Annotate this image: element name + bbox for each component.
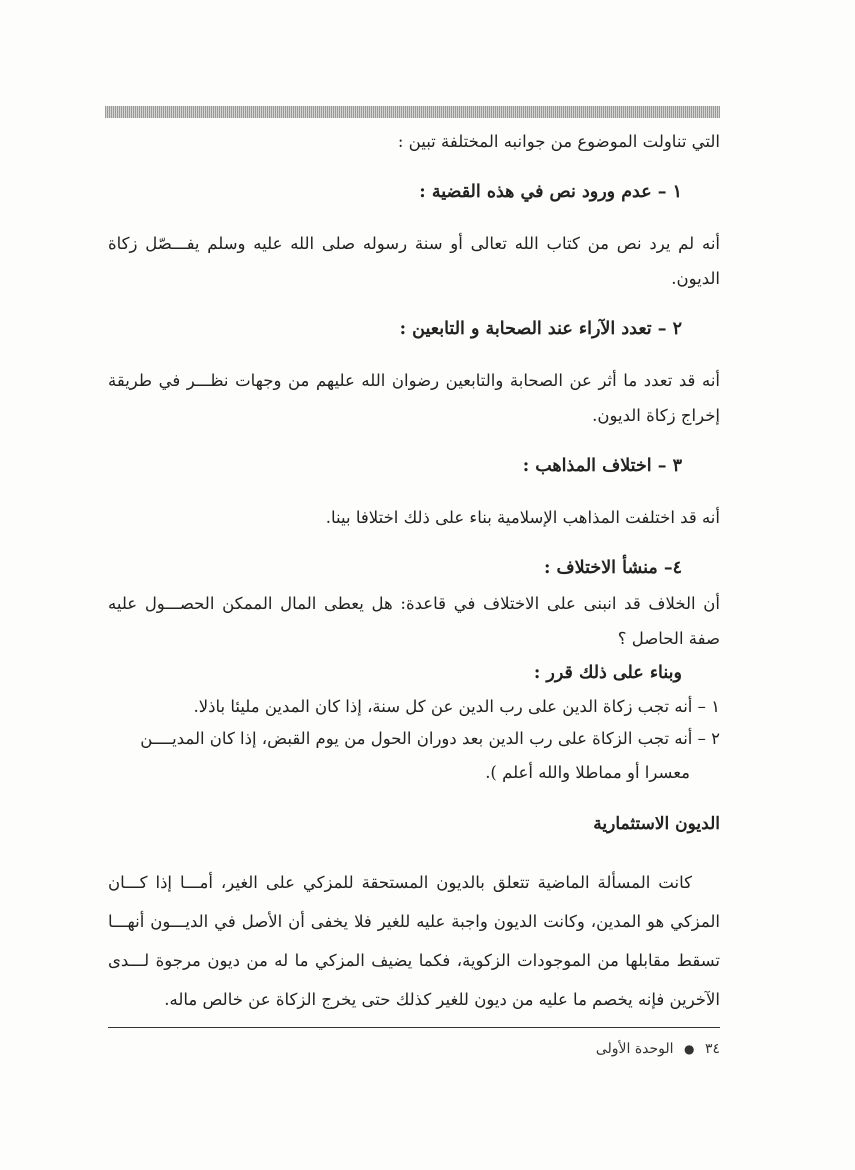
unit-label: الوحدة الأولى [595, 1041, 674, 1057]
ruling-continuation: معسرا أو مماطلا والله أعلم ). [485, 763, 690, 782]
point-heading: ٢ – تعدد الآراء عند الصحابة و التابعين : [399, 319, 682, 339]
point-text: أنه قد تعدد ما أثر عن الصحابة والتابعين رضوان الله عليهم من وجهات نظـــر في طريقة إخراج زكاة الديون. [108, 371, 720, 425]
page-footer [596, 1041, 720, 1057]
point-heading: ١ – عدم ورود نص في هذه القضية : [419, 182, 682, 202]
page-number: ٣٤ [704, 1041, 720, 1057]
section-paragraph: كانت المسألة الماضية تتعلق بالديون المستحقة للمزكي على الغير، أمـــا إذا كـــان المزكي هو المدين، وكانت الديون واجبة عليه للغير فلا يخفى أن الأصل في الديـــون أنهـــا تسقط مقابلها من الموجودات الزكوية، فكما يضيف المزكي ما له من ديون مرجوة لـــدى الآخرين فإنه يخصم ما عليه من ديون للغير كذلك حتى يخرج الزكاة عن خالص ماله. [108, 873, 720, 1009]
point-heading: ٤– منشأ الاختلاف : [543, 558, 682, 578]
ruling-item: ١ – أنه تجب زكاة الدين على رب الدين عن كل سنة، إذا كان المدين مليئا باذلا. [193, 697, 720, 716]
section-title: الديون الاستثمارية [593, 814, 720, 834]
ruling-heading: وبناء على ذلك قرر : [533, 663, 682, 683]
header-band [105, 106, 720, 118]
point-heading: ٣ – اختلاف المذاهب : [522, 456, 682, 476]
ruling-item: ٢ – أنه تجب الزكاة على رب الدين بعد دوران الحول من يوم القبض، إذا كان المديــــن [140, 729, 720, 748]
bullet-icon: ● [684, 1042, 695, 1056]
point-4 [108, 551, 720, 656]
point-3 [108, 449, 720, 535]
point-text: أن الخلاف قد انبنى على الاختلاف في قاعدة: هل يعطى المال الممكن الحصـــول عليه صفة الحاصل ؟ [108, 594, 720, 648]
footer-rule [108, 1027, 720, 1028]
ruling-block [108, 656, 720, 791]
point-text: أنه قد اختلفت المذاهب الإسلامية بناء على ذلك اختلافا بينا. [325, 508, 720, 527]
point-1 [108, 175, 720, 296]
main-content [108, 124, 720, 1019]
point-2 [108, 312, 720, 433]
point-text: أنه لم يرد نص من كتاب الله تعالى أو سنة رسوله صلى الله عليه وسلم يفـــصّل زكاة الديون. [108, 234, 720, 288]
intro-line: التي تناولت الموضوع من جوانبه المختلفة تبين : [397, 132, 720, 151]
section-investment-debts [108, 807, 720, 1019]
